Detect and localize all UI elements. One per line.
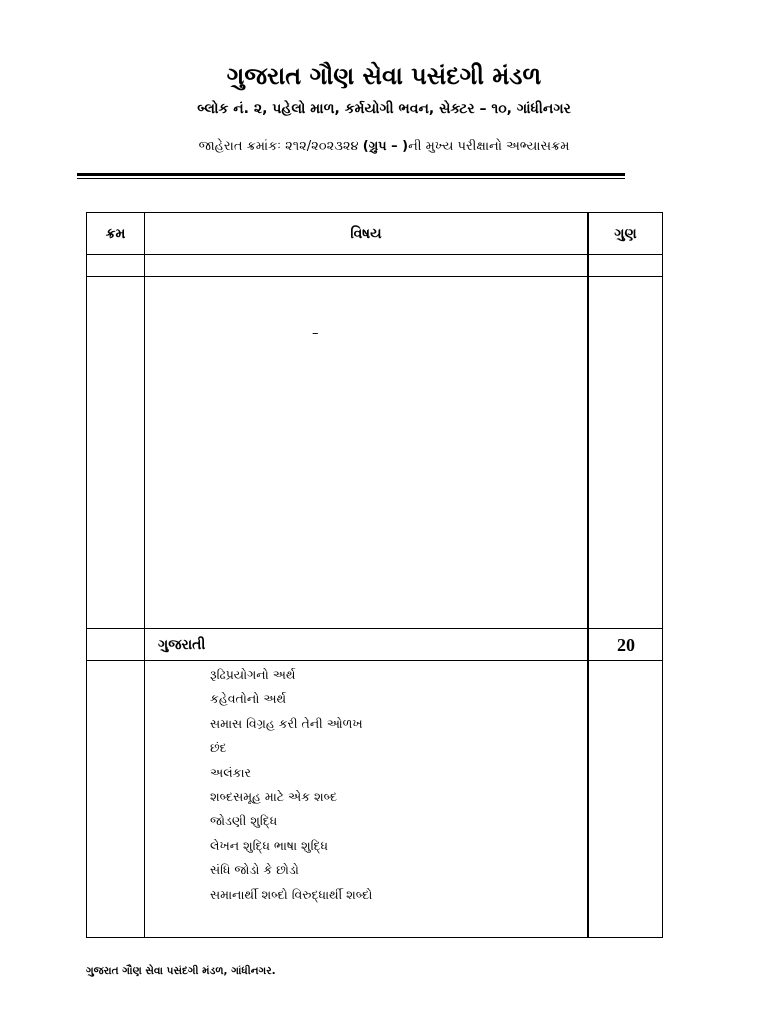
topic-item: છંદ <box>210 740 227 756</box>
advert-prefix: જાહેરાત ક્રમાંકઃ ૨૧૨/૨૦૨૩૨૪ <box>198 139 363 154</box>
section-marks: 20 <box>617 635 635 655</box>
section-subject: ગુજરાતી <box>158 637 206 653</box>
topic-item: સમાનાર્થી શબ્દો વિરુદ્ધાર્થી શબ્દો <box>210 886 373 902</box>
topic-item: કહેવતોનો અર્થ <box>210 691 287 707</box>
blank-cell <box>86 276 145 629</box>
topic-list <box>210 663 372 907</box>
advert-group: (ગ્રુપ – ) <box>362 139 409 154</box>
empty-cell <box>144 254 588 277</box>
blank-cell <box>588 276 663 629</box>
header-rule-thin <box>77 178 625 179</box>
advertisement-line <box>0 139 768 154</box>
topic-item: લેખન શુદ્ધિ ભાષા શુદ્ધિ <box>210 837 328 853</box>
col-header-subject: વિષય <box>144 212 588 255</box>
topic-item: રૂઢિપ્રયોગનો અર્થ <box>210 667 296 682</box>
header-rule-thick <box>77 173 625 176</box>
section-serial-cell <box>86 628 145 661</box>
section-subject-cell <box>144 628 588 661</box>
col-header-serial: ક્રમ <box>86 212 145 255</box>
board-address: બ્લોક નં. ૨, પહેલો માળ, કર્મયોગી ભવન, સેક્ટર – ૧૦, ગાંધીનગર <box>197 101 571 117</box>
topic-item: શબ્દસમૂહ માટે એક શબ્દ <box>210 788 338 804</box>
topic-item: સંધિ જોડો કે છોડો <box>210 862 299 878</box>
empty-cell <box>588 254 663 277</box>
advert-suffix: ની મુખ્ય પરીક્ષાનો અભ્યાસક્રમ <box>408 139 570 154</box>
col-header-marks: ગુણ <box>588 212 663 255</box>
topic-item: અલંકાર <box>210 764 251 780</box>
blank-cell <box>144 276 588 629</box>
dash-mark: – <box>312 326 319 341</box>
footer-text: ગુજરાત ગૌણ સેવા પસંદગી મંડળ, ગાંધીનગર. <box>86 965 276 977</box>
topic-item: જોડણી શુદ્ધિ <box>210 813 278 829</box>
board-title: ગુજરાત ગૌણ સેવા પસંદગી મંડળ <box>226 62 542 90</box>
topics-marks-cell <box>588 660 663 938</box>
empty-cell <box>86 254 145 277</box>
topics-serial-cell <box>86 660 145 938</box>
topic-item: સમાસ વિગ્રહ કરી તેની ઓળખ <box>210 715 363 731</box>
